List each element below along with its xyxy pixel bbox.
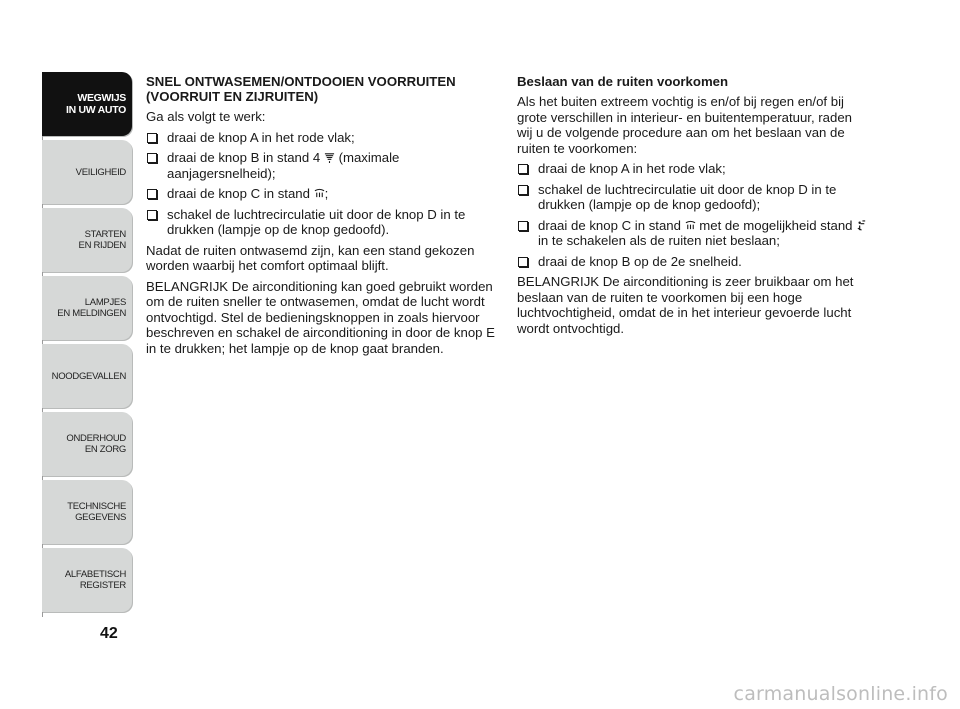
paragraph: BELANGRIJK De airconditioning is zeer bruikbaar om het beslaan van de ruiten te voorkomen bij een hoge luchtvochtigheid, omdat de in het interieur gevoerde lucht wordt ontvochtigd. xyxy=(517,274,854,336)
tab-lampjes[interactable]: LAMPJES EN MELDINGEN xyxy=(42,276,132,340)
section-heading: SNEL ONTWASEMEN/ONTDOOIEN VOORRUITEN (VOORRUIT EN ZIJRUITEN) xyxy=(146,74,456,104)
tab-noodgevallen[interactable]: NOODGEVALLEN xyxy=(42,344,132,408)
list-item: draai de knop A in het rode vlak; xyxy=(146,130,496,146)
page-number: 42 xyxy=(100,625,118,642)
fan-max-icon xyxy=(324,152,335,163)
tab-starten[interactable]: STARTEN EN RIJDEN xyxy=(42,208,132,272)
section-heading: Beslaan van de ruiten voorkomen xyxy=(517,74,729,89)
step-list xyxy=(517,161,869,269)
tab-wegwijs[interactable]: WEGWIJS IN UW AUTO xyxy=(42,72,132,136)
tab-technische[interactable]: TECHNISCHE GEGEVENS xyxy=(42,480,132,544)
step-list xyxy=(146,130,496,238)
list-item: draai de knop C in stand met de mogelijkheid stand in te schakelen als de ruiten niet beslaan; xyxy=(517,218,869,249)
list-item: draai de knop B op de 2e snelheid. xyxy=(517,254,869,270)
paragraph: BELANGRIJK De airconditioning kan goed gebruikt worden om de ruiten sneller te ontwasemen, omdat de lucht wordt ontvochtigd. Stel de bedieningsknoppen in zoals hiervoor beschreven en schakel de airconditioning in door de knop E in te drukken; het lampje op de knop gaat branden. xyxy=(146,278,495,356)
list-item: schakel de luchtrecirculatie uit door de knop D in te drukken (lampje op de knop gedoofd); xyxy=(517,182,869,213)
watermark: carmanualsonline.info xyxy=(733,683,948,705)
defrost-icon xyxy=(685,220,696,231)
tab-alfabetisch[interactable]: ALFABETISCH REGISTER xyxy=(42,548,132,612)
intro-text: Ga als volgt te werk: xyxy=(146,109,266,124)
left-column xyxy=(146,74,496,361)
defrost-icon xyxy=(314,188,325,199)
right-column xyxy=(517,74,869,341)
intro-text: Als het buiten extreem vochtig is en/of bij regen en/of bij grote verschillen in interieur- en buitentemperatuur, raden wij u de volgende procedure aan om het beslaan van de ruiten te voorkomen: xyxy=(517,94,853,156)
tab-veiligheid[interactable]: VEILIGHEID xyxy=(42,140,132,204)
paragraph: Nadat de ruiten ontwasemd zijn, kan een stand gekozen worden waarbij het comfort optimaal blijft. xyxy=(146,242,475,273)
list-item: draai de knop A in het rode vlak; xyxy=(517,161,869,177)
list-item: draai de knop B in stand 4 (maximale aanjagersnelheid); xyxy=(146,150,496,181)
feet-windshield-icon xyxy=(856,220,867,231)
tab-onderhoud[interactable]: ONDERHOUD EN ZORG xyxy=(42,412,132,476)
list-item: draai de knop C in stand ; xyxy=(146,186,496,202)
list-item: schakel de luchtrecirculatie uit door de knop D in te drukken (lampje op de knop gedoofd). xyxy=(146,207,496,238)
